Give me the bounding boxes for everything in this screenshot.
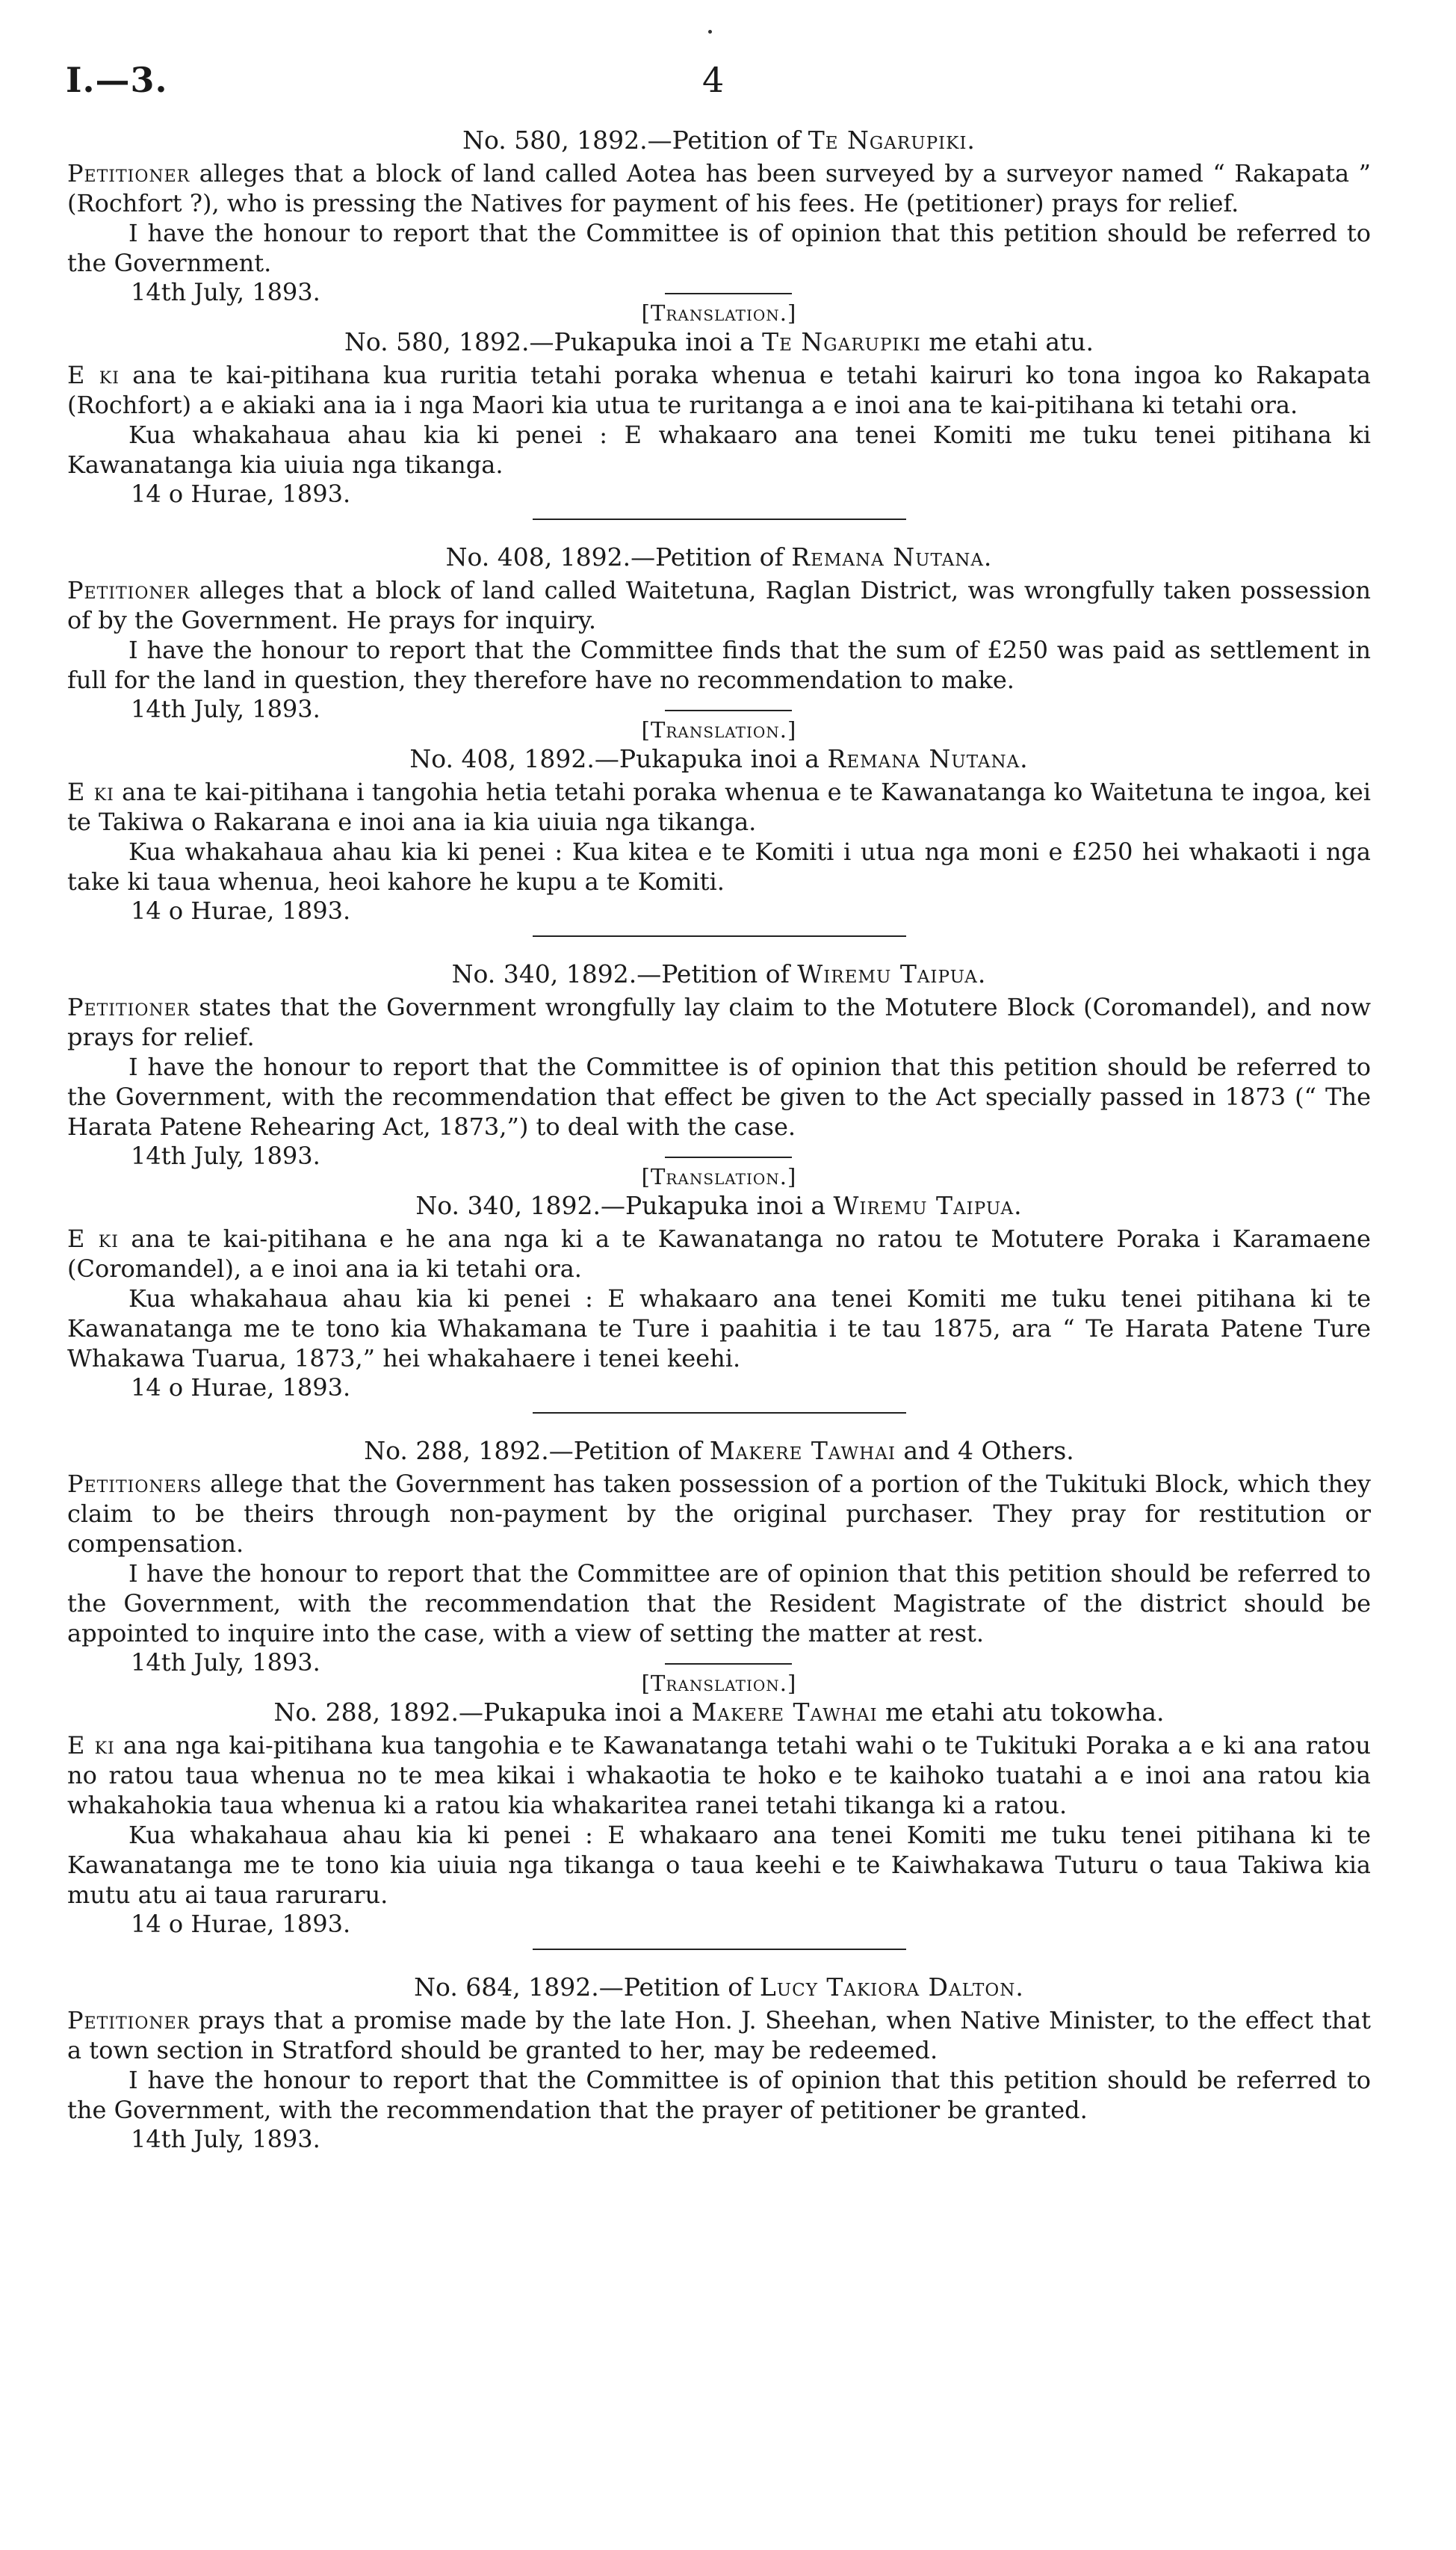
petition-684: [67, 1972, 1371, 2153]
section-divider: [533, 935, 906, 937]
translation-title: No. 340, 1892.—Pukapuka inoi a Wiremu Taipua.: [415, 1191, 1023, 1220]
report-date: 14th July, 1893.: [131, 1142, 320, 1170]
petition-340: [67, 959, 1371, 1414]
short-divider: [665, 710, 792, 711]
section-divider: [533, 1412, 906, 1414]
petition-title: No. 288, 1892.—Petition of Makere Tawhai and 4 Others.: [364, 1436, 1074, 1465]
section-divider: [533, 1949, 906, 1950]
section-divider: [533, 519, 906, 520]
petition-statement: Petitioners allege that the Government has taken possession of a portion of the Tukituki Block, which they claim to be theirs through non-payment by the original purchaser. They pray for restitution or compensation.: [67, 1470, 1371, 1558]
petition-statement: Petitioner states that the Government wrongfully lay claim to the Motutere Block (Coromandel), and now prays for relief.: [67, 993, 1371, 1051]
committee-report: I have the honour to report that the Committee finds that the sum of £250 was paid as settlement in full for the land in question, they therefore have no recommendation to make.: [67, 636, 1371, 694]
petition-title: No. 340, 1892.—Petition of Wiremu Taipua.: [451, 959, 987, 988]
translation-title: No. 408, 1892.—Pukapuka inoi a Remana Nutana.: [409, 744, 1029, 773]
report-date: 14th July, 1893.: [131, 278, 320, 306]
translation-statement: E ki ana te kai-pitihana kua ruritia tetahi poraka whenua e tetahi kairuri ko tona ingoa ko Rakapata (Rochfort) a e akiaki ana ia i nga Maori kia utua te ruritanga a e inoi ana te kai-pitihana ki tetahi ora.: [67, 361, 1371, 419]
translation-title: No. 288, 1892.—Pukapuka inoi a Makere Tawhai me etahi atu tokowha.: [273, 1698, 1165, 1727]
translation-report: Kua whakahaua ahau kia ki penei : Kua kitea e te Komiti i utua nga moni e £250 hei whakaoti i nga take ki taua whenua, heoi kahore he kupu a te Komiti.: [67, 838, 1371, 896]
report-date: 14th July, 1893.: [131, 2125, 320, 2153]
petition-statement: Petitioner alleges that a block of land called Aotea has been surveyed by a surveyor named “ Rakapata ” (Rochfort ?), who is pressing the Natives for payment of his fees. He (petitioner) prays for relief.: [67, 159, 1371, 217]
petition-statement: Petitioner alleges that a block of land called Waitetuna, Raglan District, was wrongfully taken possession of by the Government. He prays for inquiry.: [67, 576, 1371, 634]
petition-statement: Petitioner prays that a promise made by the late Hon. J. Sheehan, when Native Minister, to the effect that a town section in Stratford should be granted to her, may be redeemed.: [67, 2006, 1371, 2064]
petition-288: [67, 1436, 1371, 1950]
translation-title: No. 580, 1892.—Pukapuka inoi a Te Ngarupiki me etahi atu.: [344, 327, 1094, 356]
report-date: 14th July, 1893.: [131, 695, 320, 723]
translation-label: [Translation.]: [641, 300, 797, 326]
translation-report: Kua whakahaua ahau kia ki penei : E whakaaro ana tenei Komiti me tuku tenei pitihana ki te Kawanatanga me te tono kia Whakamana te Ture i paahitia i te tau 1875, ara “ Te Harata Patene Ture Whakawa Tuarua, 1873,” hei whakahaere i tenei keehi.: [67, 1284, 1371, 1373]
translation-label: [Translation.]: [641, 717, 797, 743]
translation-report: Kua whakahaua ahau kia ki penei : E whakaaro ana tenei Komiti me tuku tenei pitihana ki te Kawanatanga me te tono kia uiuia nga tikanga o taua keehi e te Kaiwhakawa Tuturu o taua Takiwa kia mutu atu ai taua raruraru.: [67, 1821, 1371, 1909]
petition-408: [67, 542, 1371, 937]
page-number: 4: [702, 60, 725, 100]
translation-statement: E ki ana te kai-pitihana i tangohia hetia tetahi poraka whenua e te Kawanatanga ko Waitetuna te ingoa, kei te Takiwa o Rakarana e inoi ana ia kia uiuia nga tikanga.: [67, 778, 1371, 836]
committee-report: I have the honour to report that the Committee is of opinion that this petition should be referred to the Government.: [67, 219, 1371, 277]
petition-title: No. 580, 1892.—Petition of Te Ngarupiki.: [462, 126, 976, 155]
short-divider: [665, 1157, 792, 1158]
report-date: 14th July, 1893.: [131, 1648, 320, 1677]
translation-report: Kua whakahaua ahau kia ki penei : E whakaaro ana tenei Komiti me tuku tenei pitihana ki Kawanatanga kia uiuia nga tikanga.: [67, 421, 1371, 479]
translation-label: [Translation.]: [641, 1164, 797, 1189]
committee-report: I have the honour to report that the Committee is of opinion that this petition should be referred to the Government, with the recommendation that effect be given to the Act specially passed in 1873 (“ The Harata Patene Rehearing Act, 1873,”) to deal with the case.: [67, 1053, 1371, 1141]
document-reference: I.—3.: [66, 60, 168, 100]
petition-title: No. 408, 1892.—Petition of Remana Nutana.: [445, 542, 993, 572]
short-divider: [665, 1663, 792, 1665]
translation-label: [Translation.]: [641, 1671, 797, 1696]
short-divider: [665, 293, 792, 294]
translation-date: 14 o Hurae, 1893.: [131, 897, 351, 925]
document-body: [67, 126, 1371, 2153]
page-header: [0, 60, 1456, 112]
translation-date: 14 o Hurae, 1893.: [131, 1373, 351, 1402]
petition-580: [67, 126, 1371, 520]
translation-date: 14 o Hurae, 1893.: [131, 480, 351, 508]
translation-date: 14 o Hurae, 1893.: [131, 1910, 351, 1938]
translation-statement: E ki ana te kai-pitihana e he ana nga ki a te Kawanatanga no ratou te Motutere Poraka i Karamaene (Coromandel), a e inoi ana ia ki tetahi ora.: [67, 1225, 1371, 1283]
committee-report: I have the honour to report that the Committee is of opinion that this petition should be referred to the Government, with the recommendation that the prayer of petitioner be granted.: [67, 2066, 1371, 2124]
committee-report: I have the honour to report that the Committee are of opinion that this petition should be referred to the Government, with the recommendation that the Resident Magistrate of the district should be appointed to inquire into the case, with a view of setting the matter at rest.: [67, 1559, 1371, 1647]
petition-title: No. 684, 1892.—Petition of Lucy Takiora Dalton.: [414, 1972, 1024, 2002]
translation-statement: E ki ana nga kai-pitihana kua tangohia e te Kawanatanga tetahi wahi o te Tukituki Poraka a e ki ana ratou no ratou taua whenua no te mea kikai i whakaotia te hoko e te kaihoko tuatahi a e inoi ana ratou kia whakahokia taua whenua ki a ratou kia whakaritea ranei tetahi tikanga ki a ratou.: [67, 1731, 1371, 1819]
print-mark: [708, 30, 712, 34]
